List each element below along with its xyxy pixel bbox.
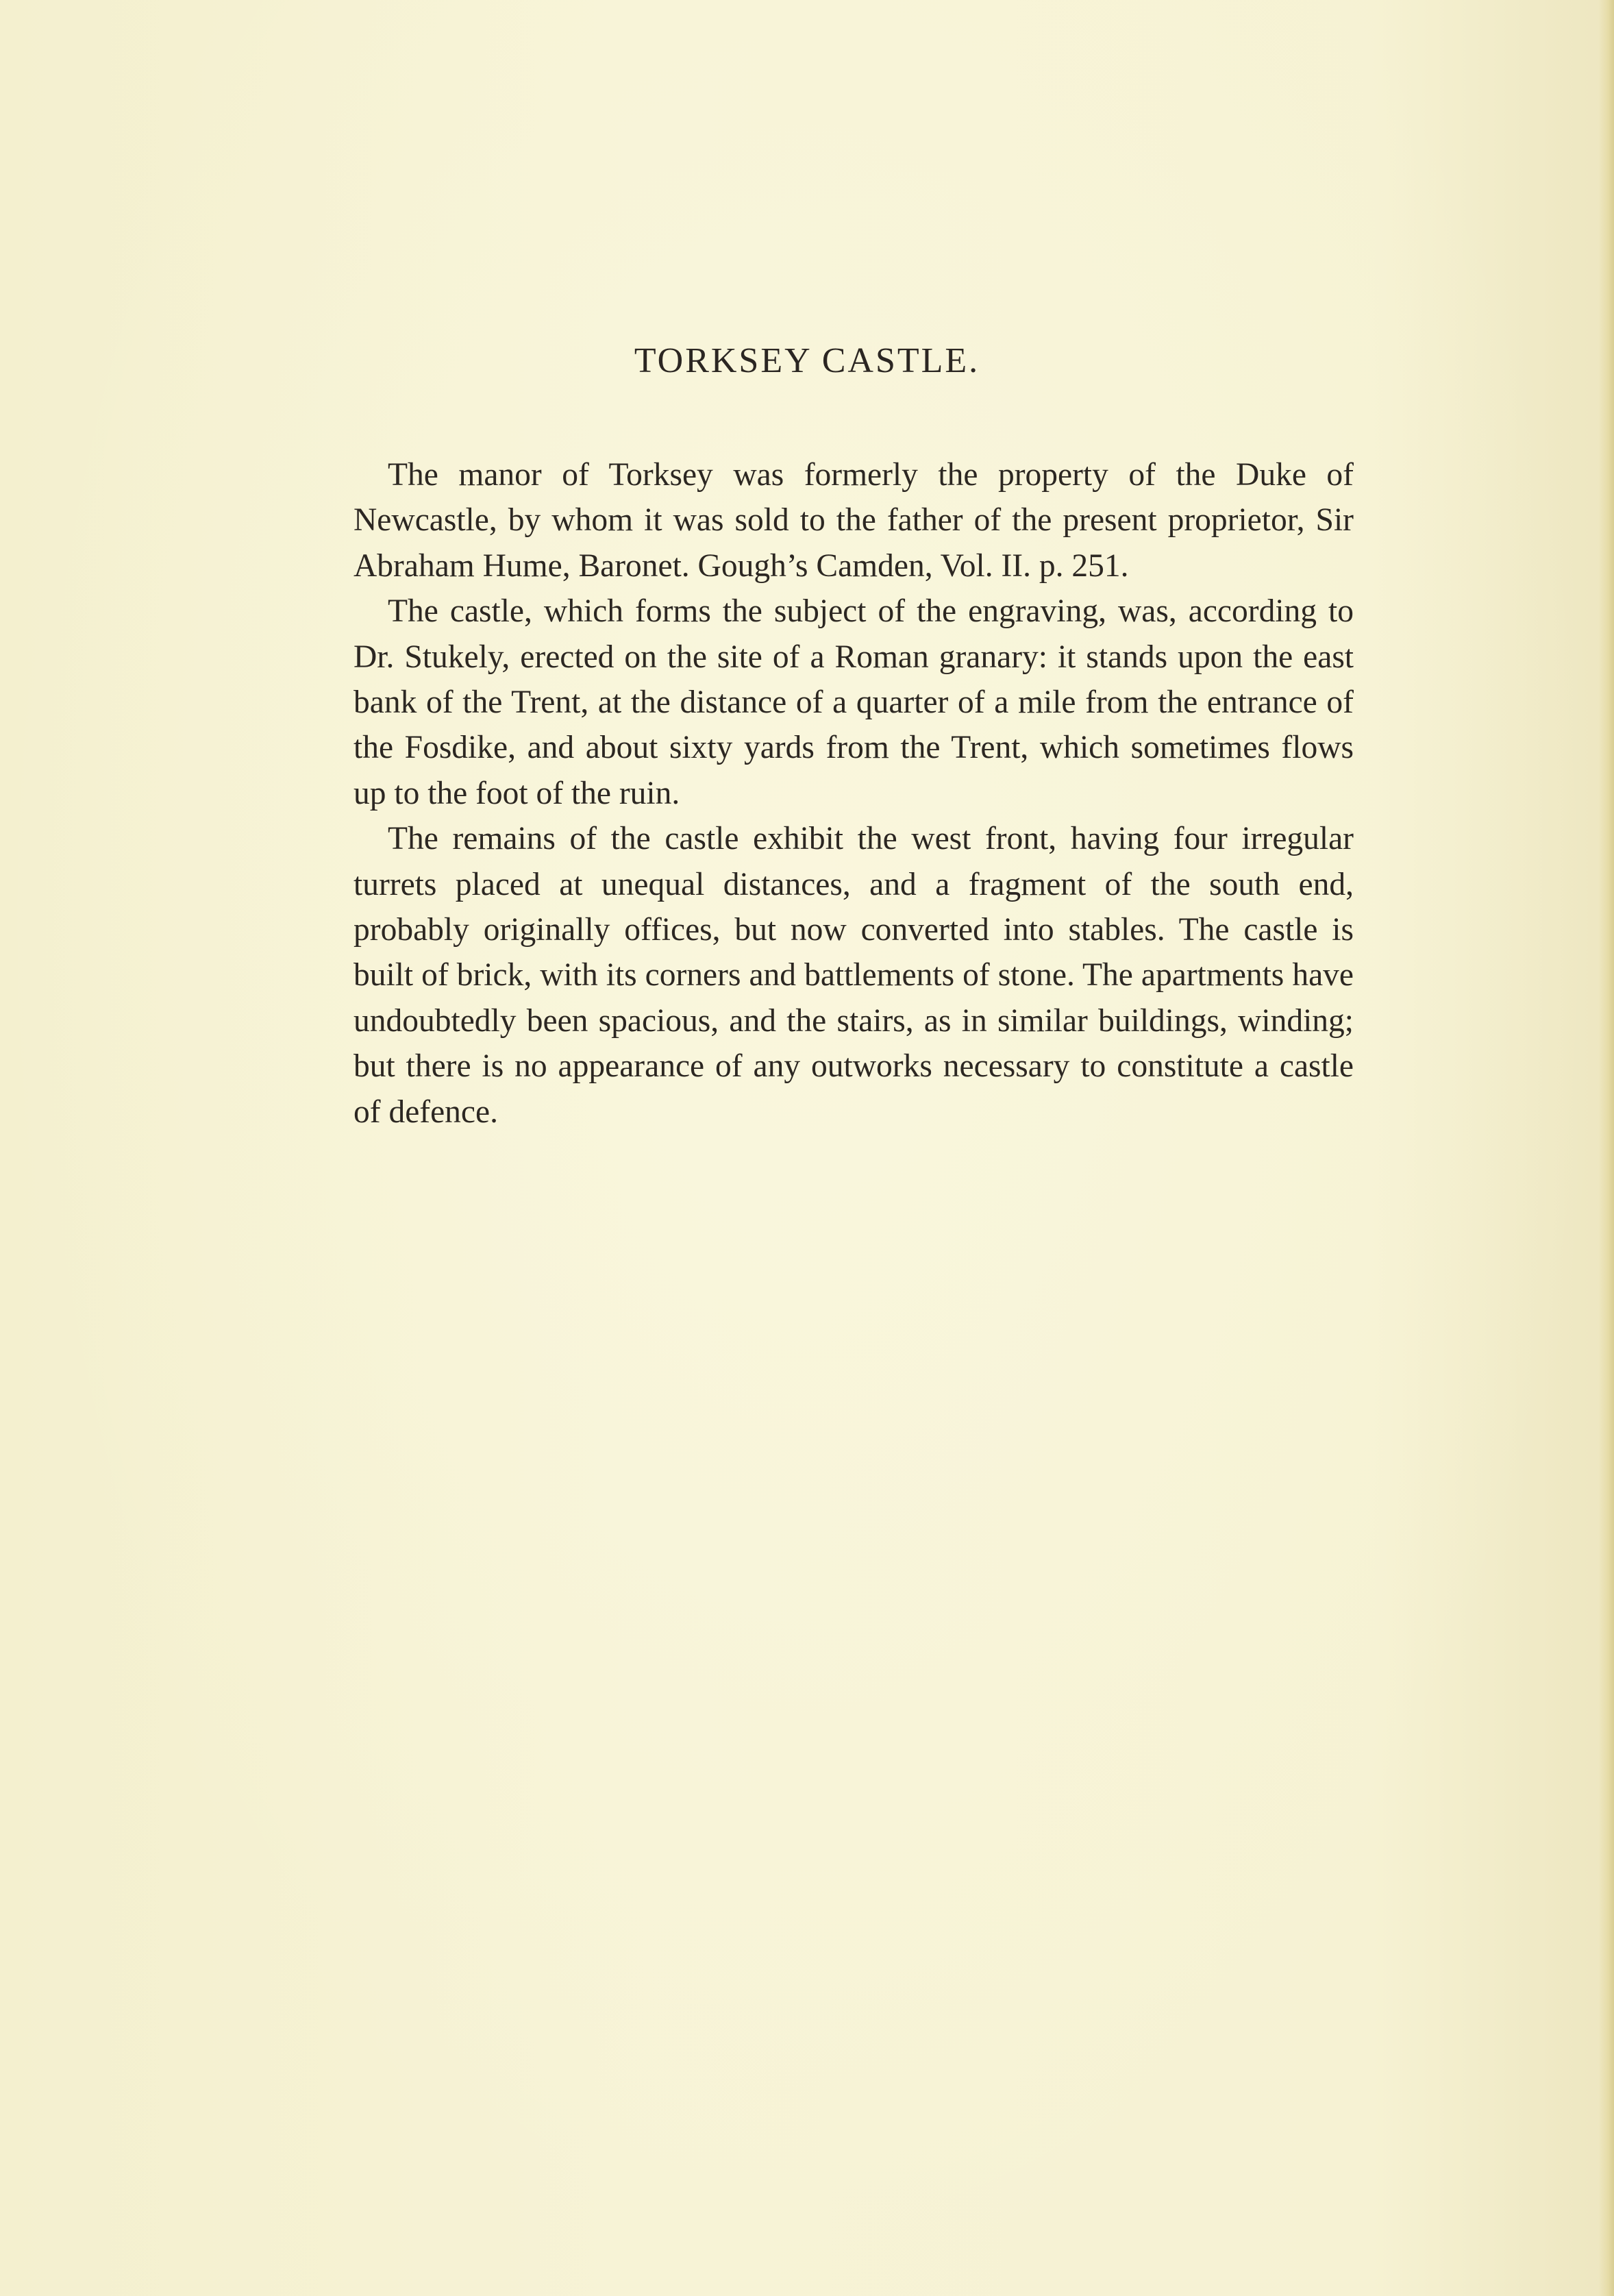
body-text	[353, 452, 1354, 1135]
page-title: TORKSEY CASTLE.	[634, 341, 980, 380]
paragraph-manor: The manor of Torksey was formerly the property of the Duke of Newcastle, by whom it was sold to the father of the present proprietor, Sir Abraham Hume, Baronet. Gough’s Camden, Vol. II. p. 251.	[353, 457, 1354, 584]
paragraph-castle-remains: The remains of the castle exhibit the west front, having four irregular turrets placed at unequal distances, and a fragment of the south end, probably originally offices, but now converted into stables. The castle is built of brick, with its corners and battlements of stone. The apartments have undoubtedly been spacious, and the stairs, as in similar buildings, winding; but there is no appearance of any outworks necessary to constitute a castle of defence.	[353, 821, 1354, 1130]
paragraph-castle-site: The castle, which forms the subject of the engraving, was, according to Dr. Stukely, erected on the site of a Roman granary: it stands upon the east bank of the Trent, at the distance of a quarter of a mile from the entrance of the Fosdike, and about sixty yards from the Trent, which sometimes flows up to the foot of the ruin.	[353, 593, 1354, 811]
